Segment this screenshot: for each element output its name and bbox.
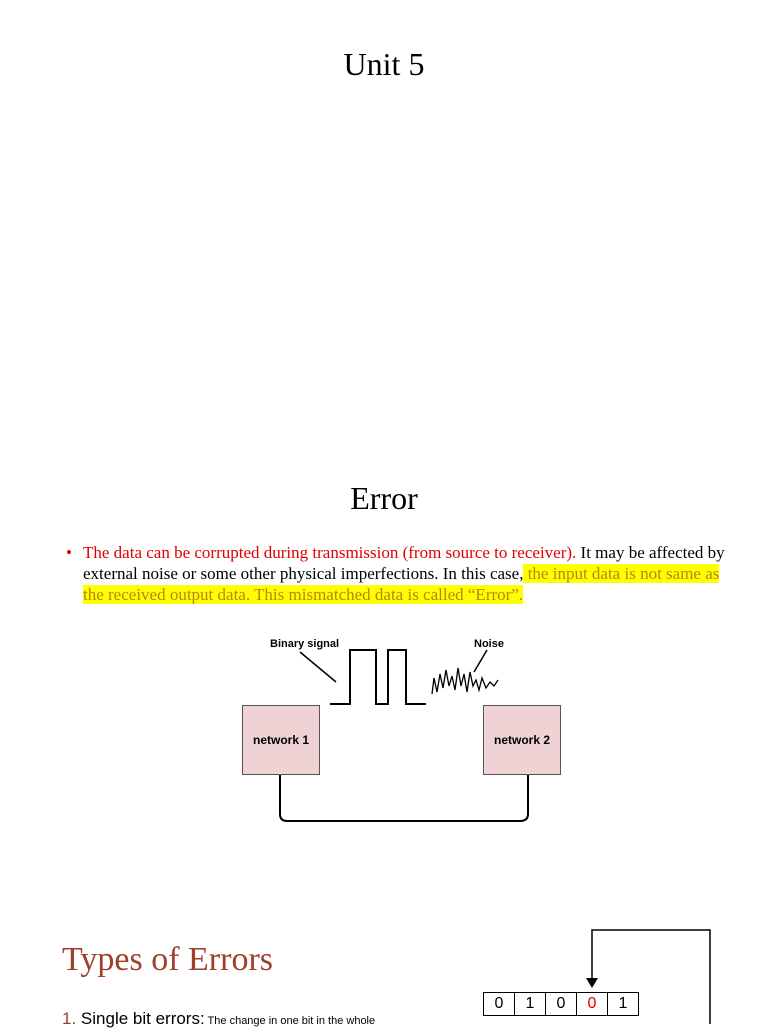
bit-cell: 1 [607, 992, 639, 1016]
single-bit-error-item [62, 1008, 375, 1032]
bit-cell: 1 [514, 992, 546, 1016]
bullet-text [83, 542, 726, 605]
error-bit-cell: 0 [576, 992, 608, 1016]
noise-pointer-line [474, 650, 487, 672]
item-title: Single bit errors: [80, 1009, 205, 1028]
noise-label: Noise [474, 638, 504, 650]
noise-wave [432, 668, 498, 694]
item-description: The change in one bit in the whole [204, 1015, 376, 1027]
slide2-title: Error [350, 480, 418, 516]
slide3-title: Types of Errors [62, 941, 274, 978]
bit-sequence [484, 992, 639, 1016]
bullet-red-text: The data can be corrupted during transmission (from source to receiver). [83, 543, 577, 562]
bullet-icon: • [66, 543, 72, 562]
bit-cell: 0 [483, 992, 515, 1016]
bullet-plain-text: It may be affected by external noise or some other physical imperfections. In this case, [83, 543, 725, 583]
bullet-highlight-text: the input data is not same as the received output data. This mismatched data is called “Error”. [83, 564, 720, 604]
bit-cell: 0 [545, 992, 577, 1016]
item-number: 1. [62, 1009, 77, 1028]
network-1-label: network 1 [252, 733, 309, 747]
network-1-box [242, 705, 320, 775]
error-definition-bullet [66, 542, 726, 605]
binary-pointer-line [300, 652, 336, 682]
error-diagram [230, 630, 550, 830]
binary-signal-wave [330, 650, 426, 704]
network-2-box [483, 705, 561, 775]
binary-signal-label: Binary signal [270, 638, 340, 650]
slide1-title: Unit 5 [343, 46, 425, 82]
network-cable [280, 773, 528, 821]
network-2-label: network 2 [493, 733, 550, 747]
